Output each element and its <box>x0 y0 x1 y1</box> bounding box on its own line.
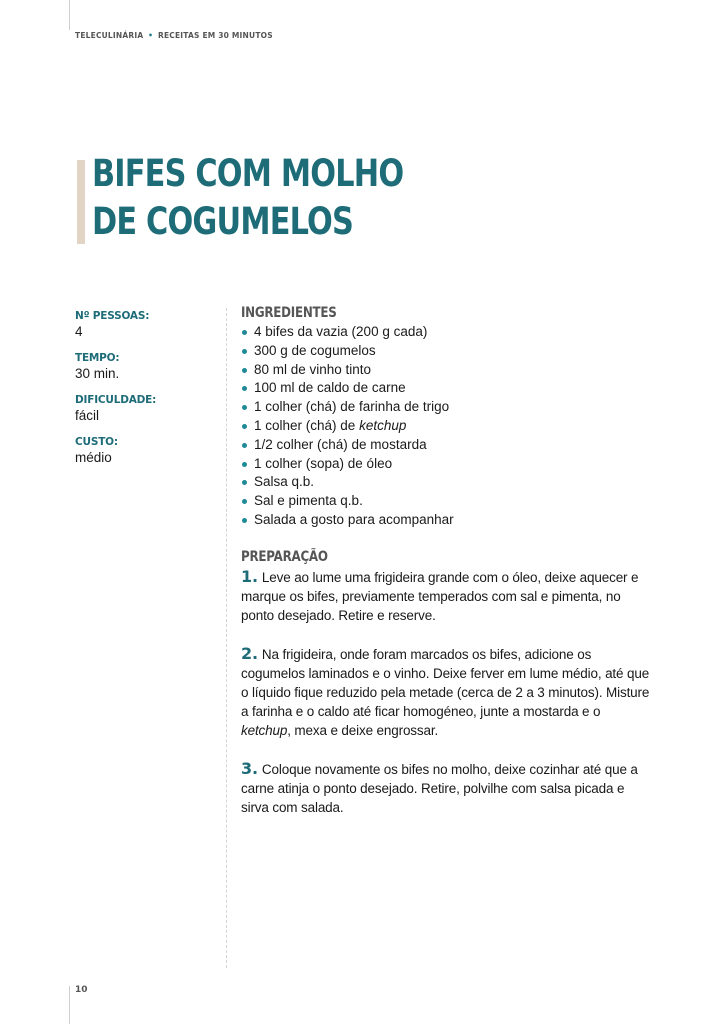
page-number: 10 <box>75 985 88 995</box>
ingredient-item: Salsa q.b. <box>241 473 661 492</box>
bullet-icon <box>242 330 247 335</box>
ingredients-list <box>241 323 661 530</box>
step-2 <box>241 644 653 740</box>
step-1 <box>241 567 653 625</box>
bullet-icon <box>242 386 247 391</box>
ingredient-item: 1 colher (chá) de farinha de trigo <box>241 398 661 417</box>
bullet-icon <box>242 499 247 504</box>
header-brand: TELECULINÁRIA <box>75 31 144 40</box>
step-number: 1. <box>241 566 258 586</box>
ingredient-item: 300 g de cogumelos <box>241 342 661 361</box>
running-header <box>75 31 273 40</box>
step-text: Na frigideira, onde foram marcados os bifes, adicione os cogumelos laminados e o vinho. Deixe ferver em lume médio, até que o líquido fique reduzido pela metade (cerca de 2 a 3 minutos). Misture a farinha e o caldo até ficar homogéneo, junte a mostarda e o <box>241 646 650 719</box>
margin-rule-bottom <box>69 986 70 1024</box>
meta-label: Nº PESSOAS: <box>75 310 150 322</box>
meta-value: 30 min. <box>75 366 120 381</box>
bullet-icon <box>242 518 247 523</box>
step-text: Leve ao lume uma frigideira grande com o óleo, deixe aquecer e marque os bifes, previamente temperados com sal e pimenta, no ponto desejado. Retire e reserve. <box>241 569 639 623</box>
ingredient-item: 80 ml de vinho tinto <box>241 361 661 380</box>
meta-value: médio <box>75 450 112 465</box>
ingredient-item: 100 ml de caldo de carne <box>241 379 661 398</box>
meta-time <box>75 352 215 382</box>
recipe-title <box>92 150 403 246</box>
recipe-title-line-1: BIFES COM MOLHO <box>92 152 404 195</box>
step-emphasis: ketchup <box>241 722 288 738</box>
bullet-icon <box>242 405 247 410</box>
ingredient-emphasis: ketchup <box>359 417 407 433</box>
meta-label: TEMPO: <box>75 352 120 364</box>
header-separator: • <box>148 31 154 40</box>
margin-rule-top <box>69 0 70 30</box>
recipe-content <box>241 303 661 836</box>
meta-value: fácil <box>75 408 100 423</box>
ingredient-item: Salada a gosto para acompanhar <box>241 511 661 530</box>
ingredient-item: 1/2 colher (chá) de mostarda <box>241 436 661 455</box>
meta-label: CUSTO: <box>75 436 118 448</box>
meta-value: 4 <box>75 324 83 339</box>
ingredients-heading: INGREDIENTES <box>241 305 337 321</box>
column-divider <box>226 308 227 968</box>
step-text: Coloque novamente os bifes no molho, deixe cozinhar até que a carne atinja o ponto desejado. Retire, polvilhe com salsa picada e sirva com salada. <box>241 761 638 815</box>
bullet-icon <box>242 424 247 429</box>
ingredient-item: 4 bifes da vazia (200 g cada) <box>241 323 661 342</box>
step-number: 3. <box>241 758 258 778</box>
recipe-meta <box>75 310 215 478</box>
step-number: 2. <box>241 643 258 663</box>
preparation-heading: PREPARAÇÃO <box>241 548 328 565</box>
ingredient-item: 1 colher (chá) de ketchup <box>241 417 661 436</box>
recipe-title-line-2: DE COGUMELOS <box>92 200 354 243</box>
bullet-icon <box>242 349 247 354</box>
title-accent-bar <box>77 160 85 244</box>
step-3 <box>241 759 653 817</box>
preparation-steps <box>241 567 653 817</box>
bullet-icon <box>242 443 247 448</box>
bullet-icon <box>242 368 247 373</box>
step-text-end: , mexa e deixe engrossar. <box>287 722 439 738</box>
meta-servings <box>75 310 215 340</box>
ingredient-item: 1 colher (sopa) de óleo <box>241 455 661 474</box>
meta-difficulty <box>75 394 215 424</box>
bullet-icon <box>242 462 247 467</box>
header-series: RECEITAS EM 30 MINUTOS <box>157 31 273 40</box>
meta-label: DIFICULDADE: <box>75 394 157 406</box>
ingredient-item: Sal e pimenta q.b. <box>241 492 661 511</box>
meta-cost <box>75 436 215 466</box>
bullet-icon <box>242 480 247 485</box>
